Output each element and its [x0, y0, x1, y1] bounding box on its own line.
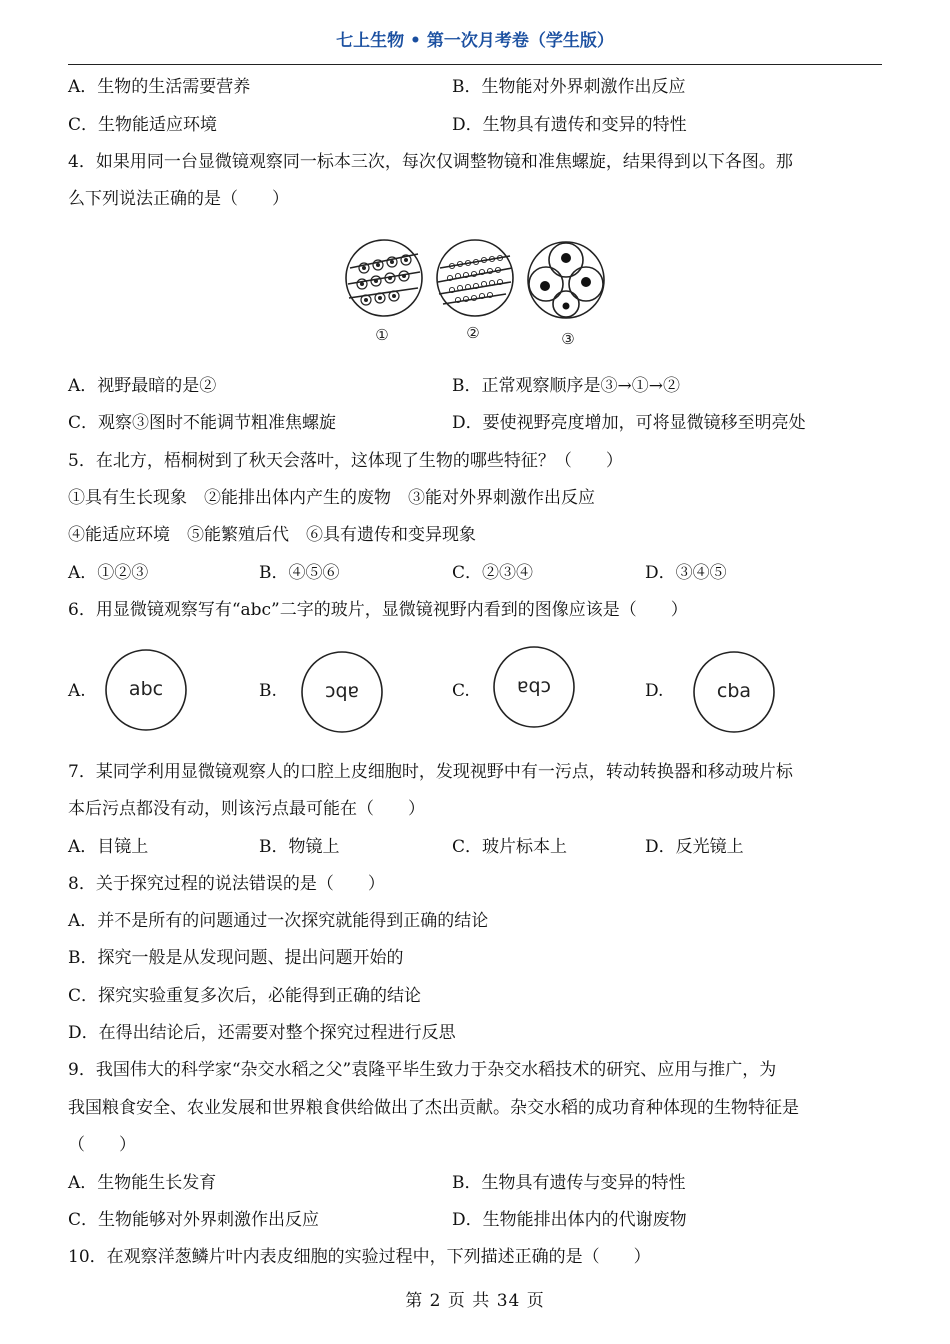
q8-option-a: A．并不是所有的问题通过一次探究就能得到正确的结论 — [68, 911, 489, 931]
q4-option-b: B．正常观察顺序是③→①→② — [452, 376, 680, 396]
header-divider — [68, 64, 882, 65]
q6-option-b-image — [300, 650, 384, 734]
q7-option-a: A．目镜上 — [68, 837, 149, 857]
q9-option-b: B．生物具有遗传与变异的特性 — [452, 1173, 686, 1193]
q6-option-d-text: cba — [716, 680, 752, 702]
q6-option-c-text: ɐqɔ — [517, 675, 551, 697]
q8-option-b: B．探究一般是从发现问题、提出问题开始的 — [68, 948, 404, 968]
q5-option-b: B．④⑤⑥ — [259, 563, 340, 583]
view-3 — [528, 242, 604, 318]
q5-stem: 5．在北方，梧桐树到了秋天会落叶，这体现了生物的哪些特征？（ ） — [68, 451, 623, 471]
q4-option-d: D．要使视野亮度增加，可将显微镜移至明亮处 — [452, 413, 806, 433]
q3-option-c: C．生物能适应环境 — [68, 115, 218, 135]
q3-option-a: A．生物的生活需要营养 — [68, 77, 251, 97]
q6-option-a-letter: A. — [68, 681, 86, 701]
microscope-views-graphic — [340, 238, 610, 350]
q4-option-a: A．视野最暗的是② — [68, 376, 217, 396]
q9-stem-line2: 我国粮食安全、农业发展和世界粮食供给做出了杰出贡献。杂交水稻的成功育种体现的生物特征是 — [68, 1098, 799, 1118]
q6-option-c-image — [492, 645, 576, 729]
page-header-title: 七上生物 • 第一次月考卷（学生版） — [336, 31, 614, 51]
q5-option-a: A．①②③ — [68, 563, 149, 583]
q7-stem-line2: 本后污点都没有动，则该污点最可能在（ ） — [68, 799, 425, 819]
q5-option-c: C．②③④ — [452, 563, 534, 583]
q10-stem: 10．在观察洋葱鳞片叶内表皮细胞的实验过程中，下列描述正确的是（ ） — [68, 1247, 651, 1267]
q3-option-d: D．生物具有遗传和变异的特性 — [452, 115, 687, 135]
q5-items-line2: ④能适应环境 ⑤能繁殖后代 ⑥具有遗传和变异现象 — [68, 525, 476, 545]
figure-label-1: ① — [375, 326, 389, 344]
q9-stem-line3: （ ） — [68, 1135, 136, 1155]
q7-option-d: D．反光镜上 — [645, 837, 744, 857]
page-number-footer: 第 2 页 共 34 页 — [405, 1291, 545, 1311]
q6-option-c-letter: C. — [452, 681, 470, 701]
figure-label-2: ② — [466, 324, 480, 342]
q7-option-c: C．玻片标本上 — [452, 837, 568, 857]
q4-microscope-figure — [340, 238, 610, 350]
q9-option-d: D．生物能排出体内的代谢废物 — [452, 1210, 687, 1230]
figure-label-3: ③ — [561, 330, 575, 348]
q6-option-b-text: ɔqɐ — [325, 680, 359, 702]
q9-option-a: A．生物能生长发育 — [68, 1173, 217, 1193]
q6-option-a-text: abc — [128, 678, 164, 700]
q9-stem-line1: 9．我国伟大的科学家“杂交水稻之父”袁隆平毕生致力于杂交水稻技术的研究、应用与推广，为 — [68, 1060, 777, 1080]
q4-option-c: C．观察③图时不能调节粗准焦螺旋 — [68, 413, 337, 433]
q5-option-d: D．③④⑤ — [645, 563, 727, 583]
q6-option-d-image — [692, 650, 776, 734]
q8-stem: 8．关于探究过程的说法错误的是（ ） — [68, 874, 385, 894]
q7-stem-line1: 7．某同学利用显微镜观察人的口腔上皮细胞时，发现视野中有一污点，转动转换器和移动玻片标 — [68, 762, 793, 782]
q3-option-b: B．生物能对外界刺激作出反应 — [452, 77, 686, 97]
q7-option-b: B．物镜上 — [259, 837, 340, 857]
q4-stem-line2: 么下列说法正确的是（ ） — [68, 189, 289, 209]
q8-option-c: C．探究实验重复多次后，必能得到正确的结论 — [68, 986, 422, 1006]
view-2 — [437, 240, 513, 316]
q9-option-c: C．生物能够对外界刺激作出反应 — [68, 1210, 320, 1230]
q6-stem: 6．用显微镜观察写有“abc”二字的玻片，显微镜视野内看到的图像应该是（ ） — [68, 600, 688, 620]
q5-items-line1: ①具有生长现象 ②能排出体内产生的废物 ③能对外界刺激作出反应 — [68, 488, 595, 508]
q6-option-d-letter: D. — [645, 681, 664, 701]
q8-option-d: D．在得出结论后，还需要对整个探究过程进行反思 — [68, 1023, 456, 1043]
view-1 — [346, 240, 422, 316]
q6-option-a-image — [104, 648, 188, 732]
q4-stem-line1: 4．如果用同一台显微镜观察同一标本三次，每次仅调整物镜和准焦螺旋，结果得到以下各图。那 — [68, 152, 793, 172]
q6-option-b-letter: B. — [259, 681, 277, 701]
